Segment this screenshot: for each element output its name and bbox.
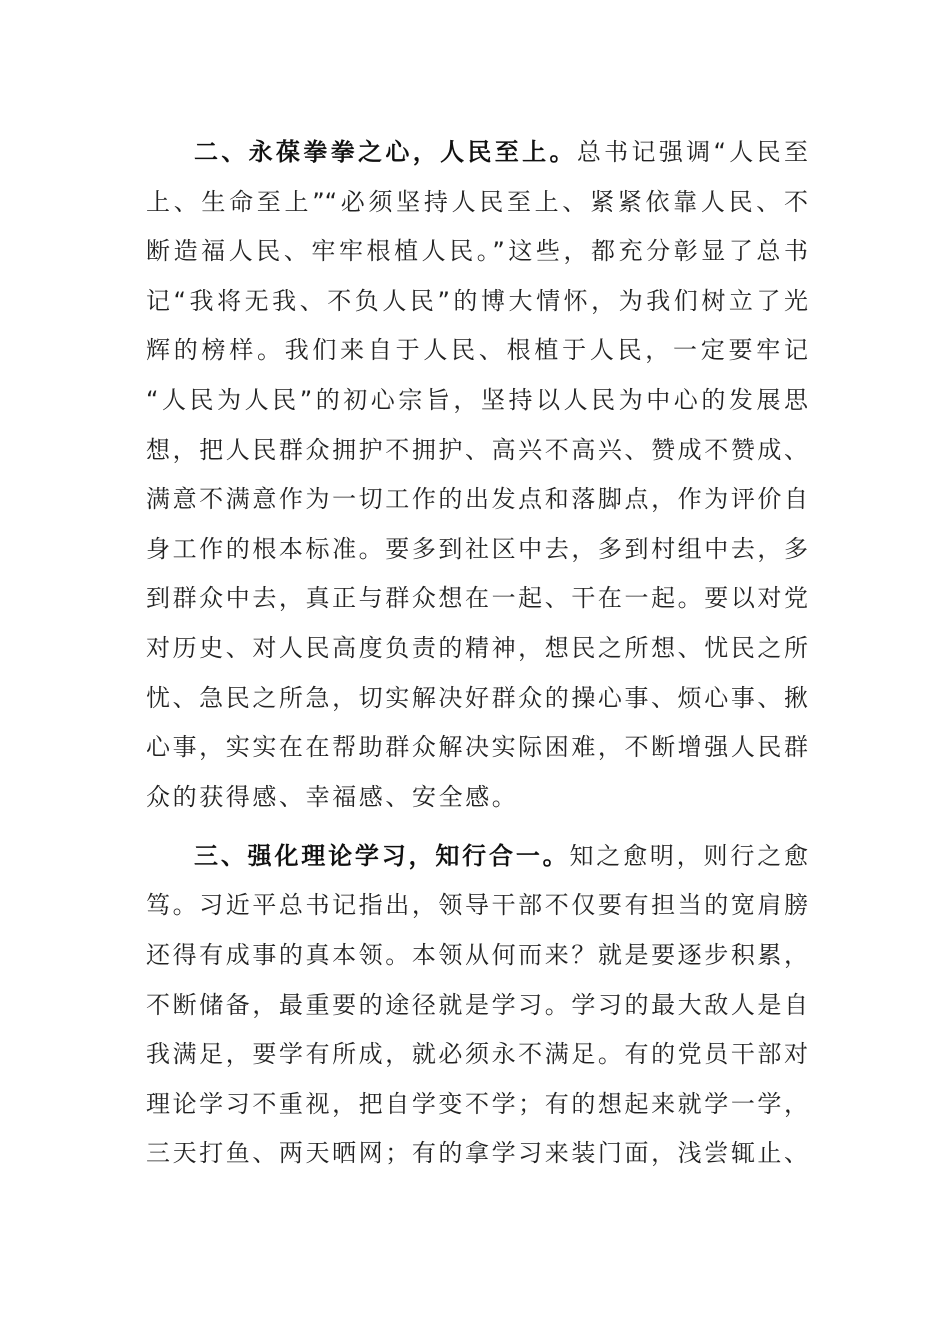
section-heading: 二、永葆拳拳之心，人民至上。	[194, 138, 577, 166]
section-heading: 三、强化理论学习，知行合一。	[194, 841, 570, 870]
document-page	[146, 128, 808, 1188]
text-line: 我满足，要学有所成，就必须永不满足。有的党员干部对	[146, 1040, 808, 1069]
text-line: 想，把人民群众拥护不拥护、高兴不高兴、赞成不赞成、	[146, 435, 808, 464]
text-line: 满意不满意作为一切工作的出发点和落脚点，作为评价自	[146, 485, 808, 514]
text-line: 众的获得感、幸福感、安全感。	[146, 782, 519, 811]
paragraph-theory-study	[146, 832, 808, 1179]
text-line: 到群众中去，真正与群众想在一起、干在一起。要以对党	[146, 584, 808, 613]
text-line: “人民为人民”的初心宗旨，坚持以人民为中心的发展思	[146, 385, 808, 414]
text-line: 忧、急民之所急，切实解决好群众的操心事、烦心事、揪	[146, 683, 808, 712]
text-line: 笃。习近平总书记指出，领导干部不仅要有担当的宽肩膀	[146, 891, 808, 920]
text-line: 不断储备，最重要的途径就是学习。学习的最大敌人是自	[146, 990, 808, 1019]
text-line	[146, 832, 808, 882]
text-line: 记“我将无我、不负人民”的博大情怀，为我们树立了光	[146, 286, 808, 315]
text-line: 辉的榜样。我们来自于人民、根植于人民，一定要牢记	[146, 336, 808, 365]
text-line: 断造福人民、牢牢根植人民。”这些，都充分彰显了总书	[146, 237, 808, 266]
text-line: 理论学习不重视，把自学变不学；有的想起来就学一学，	[146, 1089, 808, 1118]
text-line: 对历史、对人民高度负责的精神，想民之所想、忧民之所	[146, 633, 808, 662]
text-line: 身工作的根本标准。要多到社区中去，多到村组中去，多	[146, 534, 808, 563]
text-line: 心事，实实在在帮助群众解决实际困难，不断增强人民群	[146, 733, 808, 762]
text-line	[146, 128, 808, 178]
text-line: 上、生命至上”“必须坚持人民至上、紧紧依靠人民、不	[146, 187, 808, 216]
paragraph-people-first	[146, 128, 808, 822]
text-line: 还得有成事的真本领。本领从何而来？就是要逐步积累，	[146, 941, 808, 969]
text-span: 总书记强调“人民至	[576, 138, 808, 166]
text-span: 知之愈明，则行之愈	[569, 841, 809, 870]
text-line: 三天打鱼、两天晒网；有的拿学习来装门面，浅尝辄止、	[146, 1139, 808, 1168]
